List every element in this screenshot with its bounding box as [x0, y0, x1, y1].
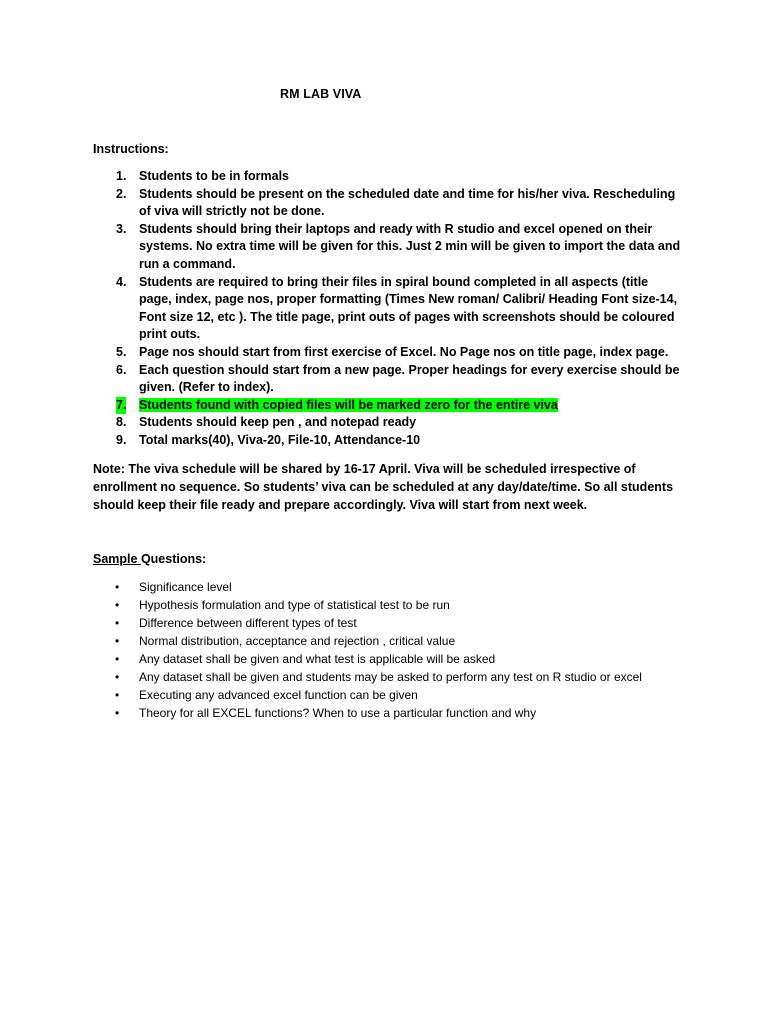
instruction-item-highlighted: 7. Students found with copied files will be marked zero for the entire viva	[93, 397, 683, 415]
bullet-icon: •	[115, 616, 120, 630]
bullet-icon: •	[115, 688, 120, 702]
bullet-icon: •	[115, 652, 120, 666]
bullet-icon: •	[115, 670, 120, 684]
sample-questions-list	[93, 578, 683, 722]
instruction-item: 9. Total marks(40), Viva-20, File-10, Attendance-10	[116, 432, 421, 447]
bullet-icon: •	[115, 580, 120, 594]
sample-heading-rest: Questions:	[140, 552, 207, 566]
bullet-icon: •	[115, 634, 120, 648]
sample-question-item: • Any dataset shall be given and what test is applicable will be asked	[115, 652, 496, 666]
sample-question-item: • Executing any advanced excel function can be given	[115, 688, 418, 702]
instruction-item: 3. Students should bring their laptops and ready with R studio and excel opened on their systems. No extra time will be given for this. Just 2 min will be given to import the data and run a command.	[116, 221, 681, 271]
document-title: RM LAB VIVA	[280, 87, 362, 101]
instruction-item: 8. Students should keep pen , and notepad ready	[116, 415, 417, 430]
instruction-item: 2. Students should be present on the scheduled date and time for his/her viva. Rescheduling of viva will strictly not be done.	[116, 186, 676, 219]
sample-question-item: • Theory for all EXCEL functions? When to use a particular function and why	[115, 706, 537, 720]
bullet-icon: •	[115, 706, 120, 720]
instructions-list	[93, 168, 683, 450]
sample-question-item: • Difference between different types of test	[115, 616, 357, 630]
note-paragraph: Note: The viva schedule will be shared by 16-17 April. Viva will be scheduled irrespective of enrollment no sequence. So students’ viva can be scheduled at any day/date/time. So all students should keep their file ready and prepare accordingly. Viva will start from next week.	[93, 462, 674, 512]
sample-question-item: • Hypothesis formulation and type of statistical test to be run	[115, 598, 450, 612]
instruction-item: 6. Each question should start from a new page. Proper headings for every exercise should be given. (Refer to index).	[116, 362, 680, 395]
sample-heading-underlined: Sample	[93, 552, 141, 566]
instructions-heading: Instructions:	[93, 142, 169, 156]
sample-question-item: • Any dataset shall be given and students may be asked to perform any test on R studio or excel	[115, 670, 642, 684]
sample-question-item: • Significance level	[115, 580, 232, 594]
sample-question-item: • Normal distribution, acceptance and rejection , critical value	[115, 634, 456, 648]
instruction-item: 5. Page nos should start from first exercise of Excel. No Page nos on title page, index page.	[116, 344, 669, 359]
instruction-item: 1. Students to be in formals	[116, 169, 290, 183]
bullet-icon: •	[115, 598, 120, 612]
sample-questions-heading	[93, 552, 206, 566]
instruction-item: 4. Students are required to bring their files in spiral bound completed in all aspects (title page, index, page nos, proper formatting (Times New roman/ Calibri/ Heading Font size-14, Font size 12, etc ). The title page, print outs of pages with screenshots should be coloured print outs.	[116, 274, 678, 342]
